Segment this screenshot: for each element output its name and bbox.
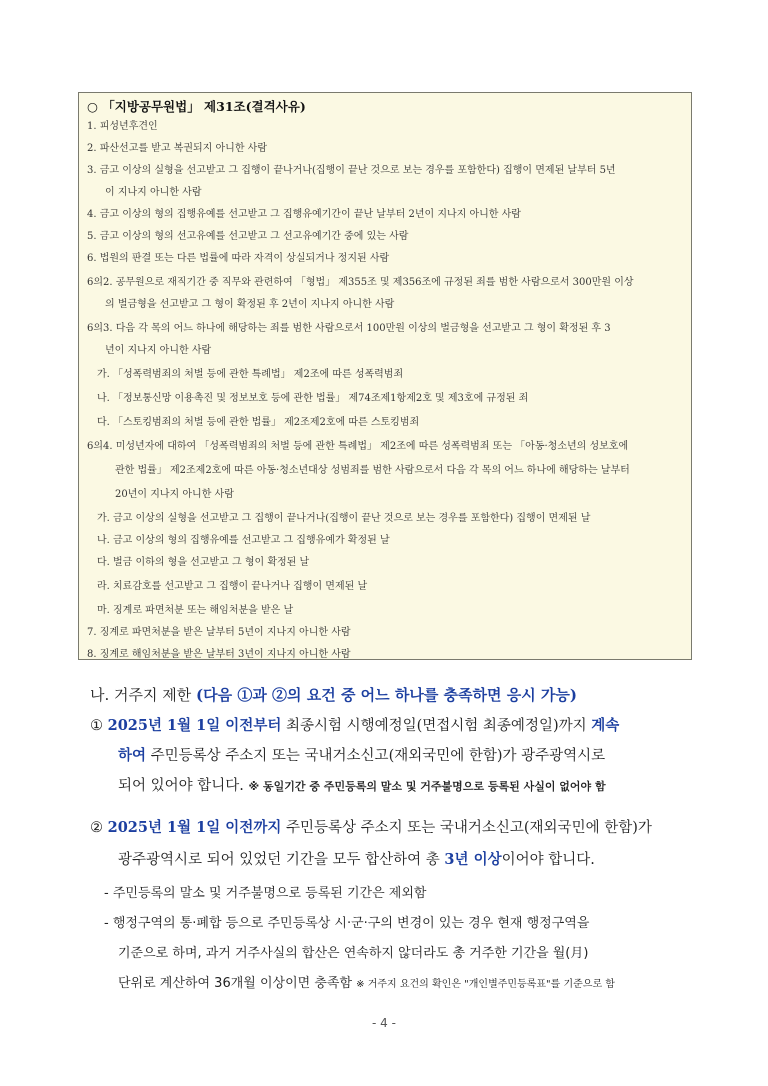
item2-text3: 이어야 합니다. bbox=[501, 852, 595, 868]
box-line: 마. 징계로 파면처분 또는 해임처분을 받은 날 bbox=[97, 605, 294, 616]
item2-text: 주민등록상 주소지 또는 국내거소신고(재외국민에 한함)가 bbox=[281, 820, 652, 836]
box-line: 가. 금고 이상의 실형을 선고받고 그 집행이 끝나거나(집행이 끝난 것으로 보는 경우를 포함한다) 집행이 면제된 날 bbox=[97, 513, 591, 524]
item1-emphasis-date: 2025년 1월 1일 이전부터 bbox=[107, 717, 282, 734]
box-line: 이 지나지 아니한 사람 bbox=[105, 187, 202, 198]
item2-line2 bbox=[118, 848, 595, 869]
section-heading-prefix: 나. 거주지 제한 bbox=[90, 686, 197, 704]
box-line: 1. 피성년후견인 bbox=[87, 121, 158, 132]
item1-line3 bbox=[118, 774, 606, 795]
bullet-line: 기준으로 하며, 과거 거주사실의 합산은 연속하지 않더라도 총 거주한 기간을 월(月) bbox=[118, 946, 589, 961]
item2-marker: ② bbox=[90, 820, 103, 836]
box-line: 3. 금고 이상의 실형을 선고받고 그 집행이 끝나거나(집행이 끝난 것으로 보는 경우를 포함한다) 집행이 면제된 날부터 5년 bbox=[87, 165, 616, 176]
item1-marker: ① bbox=[90, 718, 103, 734]
bullet-note: ※ 거주지 요건의 확인은 "개인별주민등록표"를 기준으로 함 bbox=[356, 979, 615, 990]
box-line: 6의2. 공무원으로 재직기간 중 직무와 관련하여 「형법」 제355조 및 제356조에 규정된 죄를 범한 사람으로서 300만원 이상 bbox=[87, 277, 634, 288]
box-line: 5. 금고 이상의 형의 선고유예를 선고받고 그 선고유예기간 중에 있는 사람 bbox=[87, 231, 409, 242]
item1-text2: 주민등록상 주소지 또는 국내거소신고(재외국민에 한함)가 광주광역시로 bbox=[146, 748, 606, 764]
box-line: 8. 징계로 해임처분을 받은 날부터 3년이 지나지 아니한 사람 bbox=[87, 649, 351, 660]
item1-text: 최종시험 시행예정일(면접시험 최종예정일)까지 bbox=[281, 718, 592, 734]
box-line: 6의4. 미성년자에 대하여 「성폭력범죄의 처벌 등에 관한 특례법」 제2조에 따른 성폭력범죄 또는 「아동·청소년의 성보호에 bbox=[87, 441, 629, 452]
item1-emphasis-continuous: 계속 bbox=[591, 717, 620, 734]
item2-line1 bbox=[90, 816, 652, 837]
item2-emphasis-years: 3년 이상 bbox=[444, 851, 502, 868]
bullet-line: - 행정구역의 통·폐합 등으로 주민등록상 시·군·구의 변경이 있는 경우 현재 행정구역을 bbox=[104, 916, 590, 931]
box-title: ○ 「지방공무원법」 제31조(결격사유) bbox=[87, 99, 306, 114]
item1-text3: 되어 있어야 합니다. bbox=[118, 778, 249, 794]
bullet-line-text: 단위로 계산하여 36개월 이상이면 충족함 bbox=[118, 976, 357, 991]
item1-line1 bbox=[90, 714, 619, 735]
box-line: 년이 지나지 아니한 사람 bbox=[105, 345, 212, 356]
box-line: 가. 「성폭력범죄의 처벌 등에 관한 특례법」 제2조에 따른 성폭력범죄 bbox=[97, 369, 404, 380]
item1-note: ※ 동일기간 중 주민등록의 말소 및 거주불명으로 등록된 사실이 없어야 함 bbox=[248, 780, 606, 793]
item1-emphasis-hayeo: 하여 bbox=[118, 747, 147, 764]
box-line: 나. 「정보통신망 이용촉진 및 정보보호 등에 관한 법률」 제74조제1항제2호 및 제3호에 규정된 죄 bbox=[97, 393, 529, 404]
page-number: - 4 - bbox=[372, 1016, 396, 1030]
box-line: 6. 법원의 판결 또는 다른 법률에 따라 자격이 상실되거나 정지된 사람 bbox=[87, 253, 390, 264]
box-line: 다. 벌금 이하의 형을 선고받고 그 형이 확정된 날 bbox=[97, 557, 310, 568]
box-line: 2. 파산선고를 받고 복권되지 아니한 사람 bbox=[87, 143, 267, 154]
disqualification-box bbox=[78, 92, 692, 660]
bullet-line: - 주민등록의 말소 및 거주불명으로 등록된 기간은 제외함 bbox=[104, 886, 427, 901]
section-heading-emphasis: (다음 ①과 ②의 요건 중 어느 하나를 충족하면 응시 가능) bbox=[196, 686, 578, 704]
box-line: 의 벌금형을 선고받고 그 형이 확정된 후 2년이 지나지 아니한 사람 bbox=[105, 299, 395, 310]
box-line: 6의3. 다음 각 목의 어느 하나에 해당하는 죄를 범한 사람으로서 100만원 이상의 벌금형을 선고받고 그 형이 확정된 후 3 bbox=[87, 323, 611, 334]
box-line: 나. 금고 이상의 형의 집행유예를 선고받고 그 집행유예가 확정된 날 bbox=[97, 535, 390, 546]
item2-emphasis-date: 2025년 1월 1일 이전까지 bbox=[107, 819, 282, 836]
box-line: 관한 법률」 제2조제2호에 따른 아동·청소년대상 성범죄를 범한 사람으로서 다음 각 목의 어느 하나에 해당하는 날부터 bbox=[115, 465, 630, 476]
box-line: 20년이 지나지 아니한 사람 bbox=[115, 489, 234, 500]
item2-text2: 광주광역시로 되어 있었던 기간을 모두 합산하여 총 bbox=[118, 852, 445, 868]
box-line: 다. 「스토킹범죄의 처벌 등에 관한 법률」 제2조제2호에 따른 스토킹범죄 bbox=[97, 417, 420, 428]
item1-line2 bbox=[118, 744, 605, 765]
bullet-line bbox=[118, 972, 615, 991]
box-line: 7. 징계로 파면처분을 받은 날부터 5년이 지나지 아니한 사람 bbox=[87, 627, 351, 638]
box-line: 라. 치료감호를 선고받고 그 집행이 끝나거나 집행이 면제된 날 bbox=[97, 581, 368, 592]
box-line: 4. 금고 이상의 형의 집행유예를 선고받고 그 집행유예기간이 끝난 날부터 2년이 지나지 아니한 사람 bbox=[87, 209, 521, 220]
section-heading bbox=[90, 684, 577, 705]
